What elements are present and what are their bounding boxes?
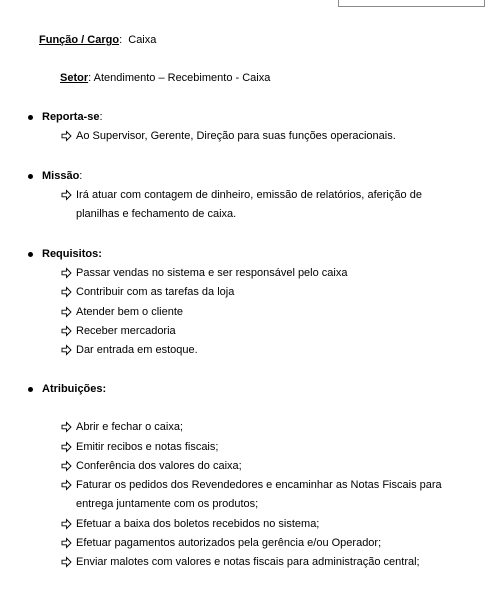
outline-right-arrow-icon [61, 188, 72, 202]
outline-right-arrow-icon [61, 305, 72, 319]
outline-right-arrow-icon [61, 343, 72, 357]
outline-right-arrow-icon [61, 555, 72, 569]
atribuicoes-item-3: Conferência dos valores do caixa; [76, 460, 242, 472]
setor-label: Setor [60, 72, 89, 84]
requisitos-item-2: Contribuir com as tarefas da loja [76, 286, 235, 298]
outline-right-arrow-icon [61, 440, 72, 454]
funcao-cargo-label: Função / Cargo [39, 34, 120, 46]
atribuicoes-item-4: Faturar os pedidos dos Revendedores e encaminhar as Notas Fiscais para entrega juntamente com os produtos; [76, 479, 442, 510]
missao-item-1: Irá atuar com contagem de dinheiro, emissão de relatórios, aferição de planilhas e fechamento de caixa. [76, 189, 422, 220]
bullet-dot-icon [28, 387, 33, 392]
funcao-cargo-separator: : [119, 34, 123, 46]
funcao-cargo-line [39, 33, 156, 47]
missao-heading [42, 169, 82, 183]
reporta-heading [42, 110, 103, 124]
bullet-dot-icon [28, 252, 33, 257]
missao-heading-suffix: : [79, 170, 83, 182]
requisitos-item-5: Dar entrada em estoque. [76, 344, 198, 356]
outline-right-arrow-icon [61, 517, 72, 531]
atribuicoes-item-6: Efetuar pagamentos autorizados pela gerência e/ou Operador; [76, 537, 382, 549]
outline-right-arrow-icon [61, 478, 72, 492]
atribuicoes-item-2: Emitir recibos e notas fiscais; [76, 441, 219, 453]
outline-right-arrow-icon [61, 324, 72, 338]
outline-right-arrow-icon [61, 266, 72, 280]
outline-right-arrow-icon [61, 285, 72, 299]
requisitos-item-3: Atender bem o cliente [76, 306, 184, 318]
reporta-item-1: Ao Supervisor, Gerente, Direção para suas funções operacionais. [76, 130, 396, 142]
setor-value: : Atendimento – Recebimento - Caixa [88, 72, 271, 84]
bullet-dot-icon [28, 174, 33, 179]
requisitos-item-1: Passar vendas no sistema e ser responsável pelo caixa [76, 267, 348, 279]
atribuicoes-item-7: Enviar malotes com valores e notas fiscais para administração central; [76, 556, 420, 568]
atribuicoes-item-5: Efetuar a baixa dos boletos recebidos no sistema; [76, 518, 320, 530]
requisitos-item-4: Receber mercadoria [76, 325, 176, 337]
atribuicoes-heading: Atribuições: [42, 383, 107, 395]
setor-line [60, 71, 270, 85]
missao-heading-text: Missão [42, 170, 80, 182]
reporta-heading-text: Reporta-se [42, 111, 100, 123]
outline-right-arrow-icon [61, 459, 72, 473]
funcao-cargo-value: Caixa [128, 34, 157, 46]
outline-right-arrow-icon [61, 536, 72, 550]
bullet-dot-icon [28, 115, 33, 120]
reporta-heading-suffix: : [99, 111, 103, 123]
top-text-box [338, 0, 485, 7]
atribuicoes-item-1: Abrir e fechar o caixa; [76, 421, 183, 433]
outline-right-arrow-icon [61, 420, 72, 434]
outline-right-arrow-icon [61, 129, 72, 143]
requisitos-heading: Requisitos: [42, 248, 102, 260]
